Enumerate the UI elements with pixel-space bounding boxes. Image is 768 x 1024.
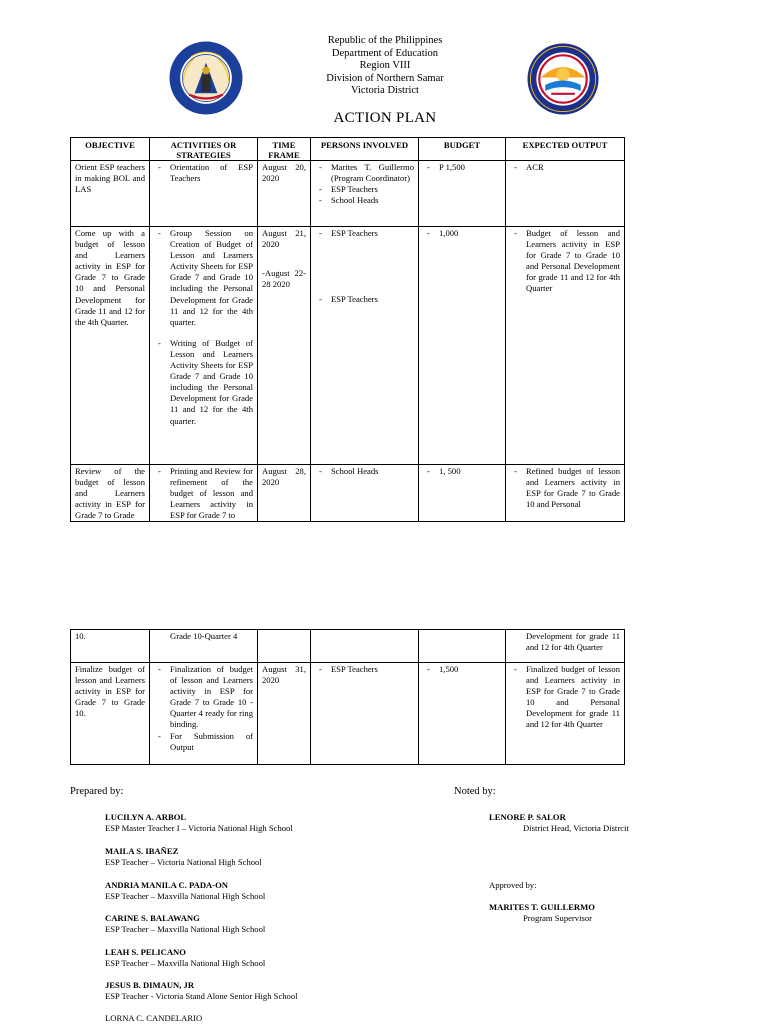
table-row <box>71 161 625 227</box>
budget-cell <box>419 161 506 227</box>
budget-cell <box>419 227 506 465</box>
action-plan-table <box>70 137 625 522</box>
activities-cell <box>150 227 258 465</box>
header-objective: OBJECTIVE <box>71 138 150 161</box>
signatory-name: MARITES T. GUILLERMO <box>489 902 595 912</box>
budget-item: - 1, 500 <box>423 466 501 477</box>
output-cell <box>506 663 625 765</box>
signatory <box>105 1013 202 1024</box>
deped-seal-logo <box>168 40 244 116</box>
signatory-name: JESUS B. DIMAUN, JR <box>105 980 195 990</box>
header-time-frame: TIME FRAME <box>258 138 311 161</box>
signatory <box>105 980 298 1001</box>
letterhead-line: Division of Northern Samar <box>326 72 444 84</box>
budget-cell <box>419 663 506 765</box>
output-cell <box>506 161 625 227</box>
time-frame-entry: -August 22-28 2020 <box>262 268 306 290</box>
activity-item: - Finalization of budget of lesson and Learners activity in ESP for Grade 7 to Grade 10 - Quarter 4 ready for ring binding. <box>154 664 253 731</box>
table-row <box>71 227 625 465</box>
table-row <box>71 465 625 522</box>
person-item: - ESP Teachers <box>315 228 414 239</box>
budget-cell <box>419 465 506 522</box>
output-item: - Budget of lesson and Learners activity in ESP for Grade 7 to Grade 10 and Personal Development for grade 11 and 12 for 4th Quarter <box>510 228 620 295</box>
activity-item: - For Submission of Output <box>154 731 253 753</box>
signatory-name: CARINE S. BALAWANG <box>105 913 200 923</box>
person-item: - ESP Teachers <box>315 294 414 305</box>
persons-cell <box>311 465 419 522</box>
signatory-name: LEAH S. PELICANO <box>105 947 186 957</box>
signatory-role: ESP Teacher - Victoria Stand Alone Senior High School <box>105 990 298 1001</box>
signatory-name: MAILA S. IBAÑEZ <box>105 846 179 856</box>
header-persons: PERSONS INVOLVED <box>311 138 419 161</box>
objective-cell: 10. <box>71 630 150 663</box>
signatory <box>105 880 265 901</box>
signatory <box>105 947 265 968</box>
objective-cell: Review of the budget of lesson and Learners activity in ESP for Grade 7 to Grade <box>71 465 150 522</box>
signatory-role: ESP Teacher – Maxvilla National High School <box>105 957 266 968</box>
noted-by-label: Noted by: <box>454 786 496 797</box>
signatory <box>105 812 293 833</box>
budget-cell <box>419 630 506 663</box>
persons-cell <box>311 161 419 227</box>
time-frame-cell <box>258 227 311 465</box>
signatory-role: ESP Teacher – Victoria National High School <box>105 856 262 867</box>
person-item: - ESP Teachers <box>315 664 414 675</box>
letterhead <box>250 35 520 98</box>
letterhead-line: Department of Education <box>331 47 439 59</box>
budget-item: - P 1,500 <box>423 162 501 173</box>
division-seal-logo <box>526 42 600 116</box>
approved-signatory <box>489 902 595 923</box>
persons-cell <box>311 663 419 765</box>
letterhead-line: Republic of the Philippines <box>327 35 443 46</box>
activities-cell <box>150 630 258 663</box>
time-frame-cell: August 31, 2020 <box>258 663 311 765</box>
signatory-role: ESP Master Teacher I – Victoria National High School <box>105 822 293 833</box>
person-item: - ESP Teachers <box>315 184 414 195</box>
signatory <box>105 913 265 934</box>
table-header-row <box>71 138 625 161</box>
signatory-name: LUCILYN A. ARBOL <box>105 812 187 822</box>
person-item: - Marites T. Guillermo (Program Coordinator) <box>315 162 414 184</box>
activities-cell <box>150 161 258 227</box>
time-frame-cell: August 28, 2020 <box>258 465 311 522</box>
output-continuation: Development for grade 11 and 12 for 4th Quarter <box>526 631 620 653</box>
signatory-name: LENORE P. SALOR <box>489 812 566 822</box>
prepared-by-label: Prepared by: <box>70 786 124 797</box>
time-frame-entry: August 21, 2020 <box>262 228 306 250</box>
activity-continuation: Grade 10-Quarter 4 <box>170 631 238 641</box>
person-item: - School Heads <box>315 466 414 477</box>
persons-cell <box>311 227 419 465</box>
activity-item: - Group Session on Creation of Budget of Lesson and Learners Activity Sheets for ESP Grade 7 and Grade 10 including the Personal Development for Grade 11 and 12 for the 4th quarter. <box>154 228 253 328</box>
activities-cell <box>150 663 258 765</box>
letterhead-line: Victoria District <box>351 85 419 97</box>
document-title: ACTION PLAN <box>333 110 437 126</box>
signatory-role: ESP Teacher – Maxvilla National High School <box>105 923 266 934</box>
signatory-role: ESP Teacher – Maxvilla National High School <box>105 890 266 901</box>
header-expected-output: EXPECTED OUTPUT <box>506 138 625 161</box>
output-cell <box>506 465 625 522</box>
signatory <box>105 846 262 867</box>
person-item: - School Heads <box>315 195 414 206</box>
budget-item: - 1,500 <box>423 664 501 675</box>
objective-cell: Come up with a budget of lesson and Learners activity in ESP for Grade 7 to Grade 10 and Personal Development for Grade 11 and 12 for the 4th Quarter. <box>71 227 150 465</box>
signatory-role: Program Supervisor <box>523 912 592 923</box>
approved-by-label: Approved by: <box>489 880 537 890</box>
activity-item: - Orientation of ESP Teachers <box>154 162 253 184</box>
budget-item: - 1,000 <box>423 228 501 239</box>
activities-cell <box>150 465 258 522</box>
objective-cell: Orient ESP teachers in making BOL and LAS <box>71 161 150 227</box>
objective-cell: Finalize budget of lesson and Learners activity in ESP for Grade 7 to Grade 10. <box>71 663 150 765</box>
signatory-name: ANDRIA MANILA C. PADA-ON <box>105 880 229 890</box>
output-cell <box>506 630 625 663</box>
signatory-role: District Head, Victoria Distrcit <box>523 822 629 833</box>
output-item: - ACR <box>510 162 620 173</box>
table-row <box>71 663 625 765</box>
persons-cell <box>311 630 419 663</box>
header-budget: BUDGET <box>419 138 506 161</box>
time-frame-cell: August 20, 2020 <box>258 161 311 227</box>
noted-signatory <box>489 812 629 833</box>
output-item: - Finalized budget of lesson and Learners activity in ESP for Grade 7 to Grade 10 and Personal Development for grade 11 and 12 for 4th Quarter <box>510 664 620 731</box>
header-activities: ACTIVITIES OR STRATEGIES <box>150 138 258 161</box>
signatory-name: LORNA C. CANDELARIO <box>105 1013 203 1023</box>
activity-item: - Writing of Budget of Lesson and Learners Activity Sheets for ESP Grade 7 and Grade 10 including the Personal Development for Grade 11 and 12 for the 4th quarter. <box>154 338 253 427</box>
time-frame-cell <box>258 630 311 663</box>
activity-item: - Printing and Review for refinement of the budget of lesson and Learners activity in ESP for Grade 7 to <box>154 466 253 521</box>
letterhead-line: Region VIII <box>359 60 411 72</box>
table-row <box>71 630 625 663</box>
output-cell <box>506 227 625 465</box>
action-plan-table-continued <box>70 629 625 765</box>
output-item: - Refined budget of lesson and Learners activity in ESP for Grade 7 to Grade 10 and Personal <box>510 466 620 510</box>
